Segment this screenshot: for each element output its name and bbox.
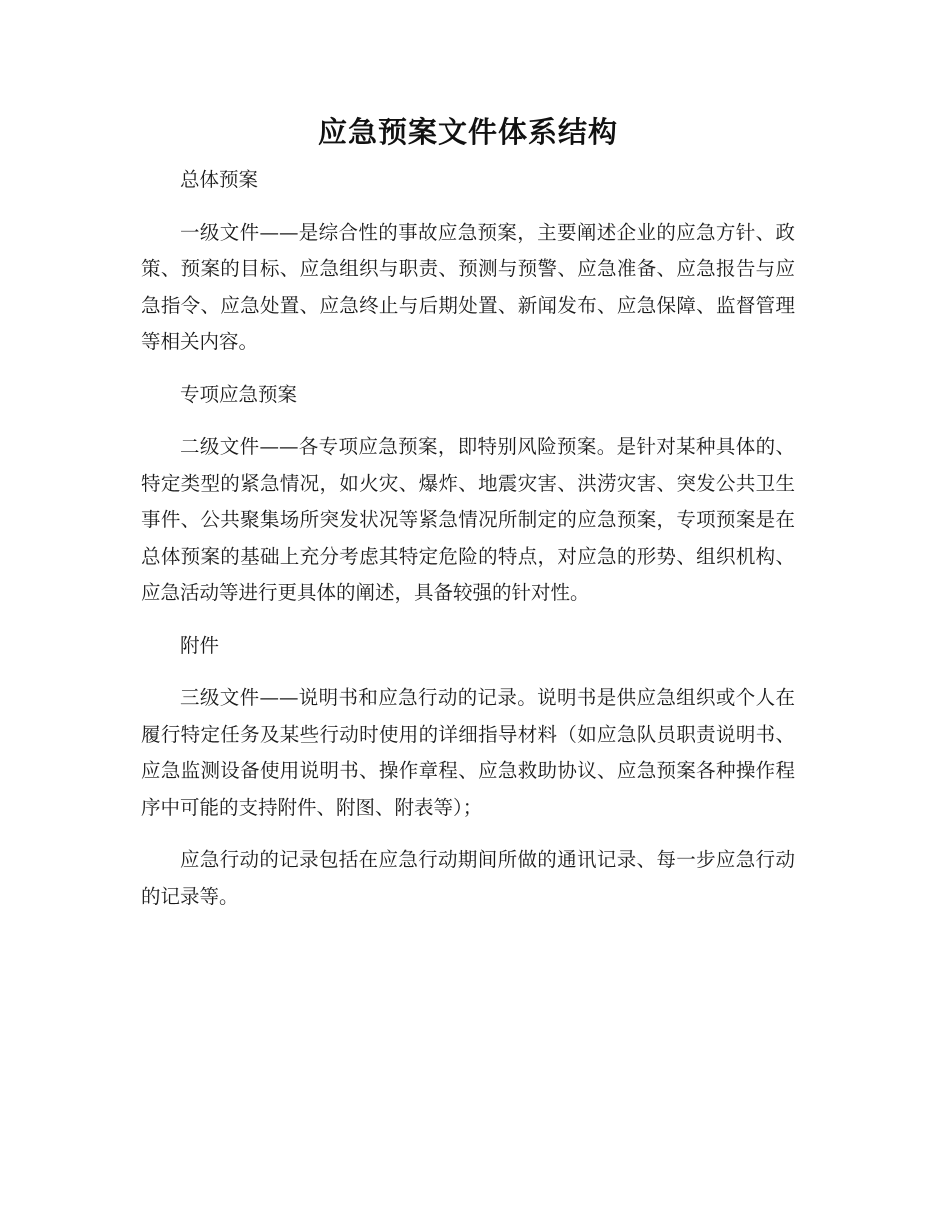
section-paragraph-level-one: 一级文件——是综合性的事故应急预案，主要阐述企业的应急方针、政策、预案的目标、应急组织与职责、预测与预警、应急准备、应急报告与应急指令、应急处置、应急终止与后期处置、新闻发布、应急保障、监督管理等相关内容。	[141, 220, 795, 353]
document-page	[141, 108, 795, 915]
section-heading-attachments: 附件	[180, 633, 220, 657]
section-heading-special-plan: 专项应急预案	[180, 382, 298, 406]
section-paragraph-action-records: 应急行动的记录包括在应急行动期间所做的通讯记录、每一步应急行动的记录等。	[141, 848, 795, 908]
section-heading-overall-plan: 总体预案	[180, 168, 259, 191]
section-paragraph-level-three: 三级文件——说明书和应急行动的记录。说明书是供应急组织或个人在履行特定任务及某些行动时使用的详细指导材料（如应急队员职责说明书、应急监测设备使用说明书、操作章程、应急救助协议、应急预案各种操作程序中可能的支持附件、附图、附表等）；	[141, 686, 795, 819]
document-title: 应急预案文件体系结构	[317, 115, 618, 149]
section-paragraph-level-two: 二级文件——各专项应急预案，即特别风险预案。是针对某种具体的、特定类型的紧急情况，如火灾、爆炸、地震灾害、洪涝灾害、突发公共卫生事件、公共聚集场所突发状况等紧急情况所制定的应急预案，专项预案是在总体预案的基础上充分考虑其特定危险的特点，对应急的形势、组织机构、应急活动等进行更具体的阐述，具备较强的针对性。	[141, 435, 795, 604]
